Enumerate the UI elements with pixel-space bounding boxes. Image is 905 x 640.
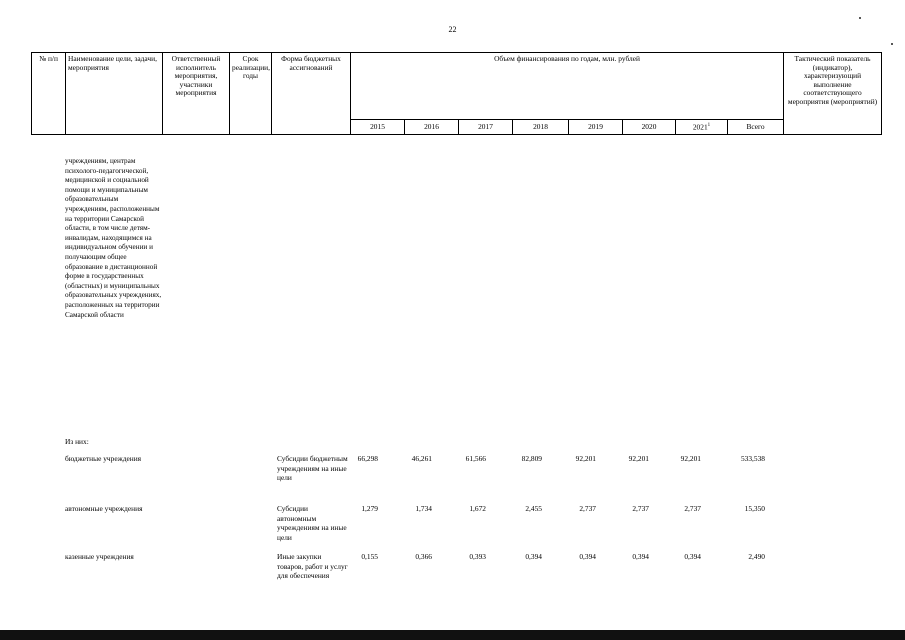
value-2018: 2,455 xyxy=(525,504,542,513)
year-2021-label: 2021 xyxy=(692,121,708,131)
value-2015: 0,155 xyxy=(361,552,378,561)
year-2021 xyxy=(676,120,728,135)
row-form: Иные закупки товаров, работ и услуг для обеспечения xyxy=(277,552,348,580)
header-name: Наименование цели, задачи, мероприятия xyxy=(66,53,163,135)
row-form: Субсидии автономным учреждениям на иные цели xyxy=(277,504,347,542)
value-2021: 0,394 xyxy=(684,552,701,561)
year-2015: 2015 xyxy=(351,120,405,135)
year-2016: 2016 xyxy=(405,120,459,135)
header-indicator: Тактический показатель (индикатор), характеризующий выполнение соответствующего мероприятия (мероприятий) xyxy=(784,53,882,135)
value-total: 15,350 xyxy=(744,504,765,513)
value-2016: 1,734 xyxy=(415,504,432,513)
year-2017: 2017 xyxy=(459,120,513,135)
year-total: Всего xyxy=(728,120,784,135)
header-form: Форма бюджетных ассигнований xyxy=(272,53,351,135)
row-form: Субсидии бюджетным учреждениям на иные цели xyxy=(277,454,348,482)
footnote-mark: 1 xyxy=(707,122,711,128)
value-2020: 2,737 xyxy=(632,504,649,513)
value-2017: 1,672 xyxy=(469,504,486,513)
continued-measure-text: учреждениям, центрам психолого-педагогической, медицинской и социальной помощи и муниципальным образовательным учреждениям, расположенным на территории Самарской области, в том числе детям-инвалидам, находящимся на индивидуальном обучении и получающим общее образование в дистанционной форме в государственных (областных) и муниципальных образовательных учреждениях, расположенных на территории Самарской области xyxy=(65,157,162,319)
row-name: казенные учреждения xyxy=(65,552,134,561)
value-2017: 61,566 xyxy=(465,454,486,463)
header-period: Срок реализации, годы xyxy=(230,53,272,135)
scan-bottom-edge xyxy=(0,630,905,640)
page-number: 22 xyxy=(448,25,457,34)
value-2018: 0,394 xyxy=(525,552,542,561)
value-total: 533,538 xyxy=(740,454,765,463)
year-2020: 2020 xyxy=(623,120,676,135)
value-2015: 1,279 xyxy=(361,504,378,513)
value-2021: 2,737 xyxy=(684,504,701,513)
header-responsible: Ответственный исполнитель мероприятия, участники мероприятия xyxy=(163,53,230,135)
value-2018: 82,809 xyxy=(521,454,542,463)
value-2020: 0,394 xyxy=(632,552,649,561)
row-name: бюджетные учреждения xyxy=(65,454,142,463)
year-2018: 2018 xyxy=(513,120,569,135)
scan-speck xyxy=(859,17,861,19)
of-them-label: Из них: xyxy=(65,437,89,446)
value-2021: 92,201 xyxy=(680,454,701,463)
value-2019: 0,394 xyxy=(579,552,596,561)
value-2016: 0,366 xyxy=(415,552,432,561)
value-2017: 0,393 xyxy=(469,552,486,561)
scan-speck xyxy=(891,43,893,45)
value-2019: 2,737 xyxy=(579,504,596,513)
value-2016: 46,261 xyxy=(411,454,432,463)
year-2019: 2019 xyxy=(569,120,623,135)
funding-table-header xyxy=(31,52,882,135)
value-2019: 92,201 xyxy=(575,454,596,463)
row-name: автономные учреждения xyxy=(65,504,143,513)
header-num: № п/п xyxy=(32,53,66,135)
value-total: 2,490 xyxy=(748,552,765,561)
value-2015: 66,298 xyxy=(357,454,378,463)
value-2020: 92,201 xyxy=(628,454,649,463)
header-funding: Объем финансирования по годам, млн. рублей xyxy=(351,53,784,120)
